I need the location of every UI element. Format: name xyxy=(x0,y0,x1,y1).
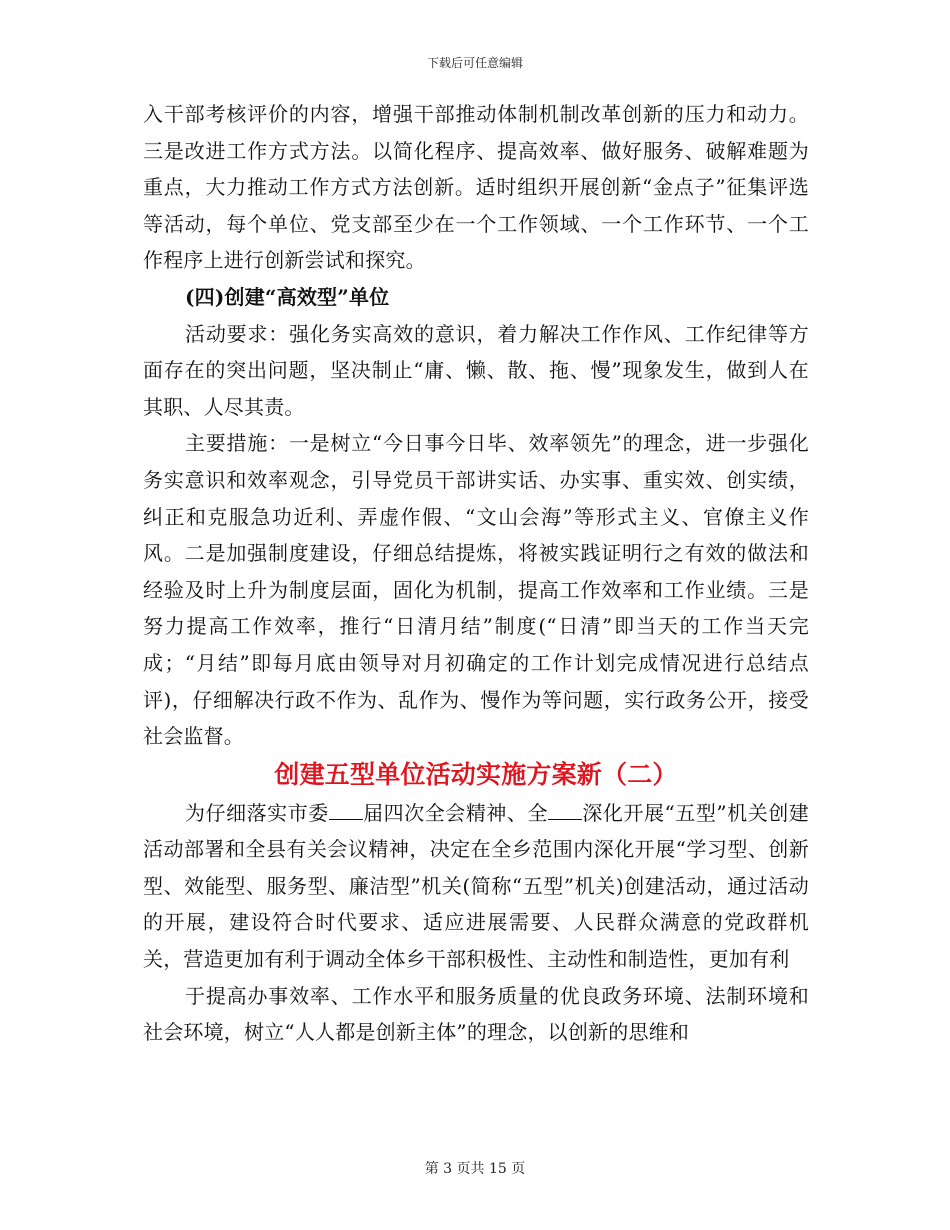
intro-text-a: 为仔细落实市委 xyxy=(185,800,329,825)
page-header-note: 下载后可任意编辑 xyxy=(426,56,523,70)
blank-line xyxy=(548,801,582,820)
intro-text-c: 深化开展“五型”机关创建活动部署和全县有关会议精神，决定在全乡范围内深化开展“学习型、创新型、效能型、服务型、廉洁型”机关(简称“五型”机关)创建活动，通过活动的开展，建设符合时代要求、适应进展需要、人民群众满意的党政群机关，营造更加有利于调动全体乡干部积极性、主动性和制造性，更加有利 xyxy=(143,800,809,972)
paragraph-continuation: 入干部考核评价的内容，增强干部推动体制机制改革创新的压力和动力。三是改进工作方式方法。以简化程序、提高效率、做好服务、破解难题为重点，大力推动工作方式方法创新。适时组织开展创新“金点子”征集评选等活动，每个单位、党支部至少在一个工作领域、一个工作环节、一个工作程序上进行创新尝试和探究。 xyxy=(143,102,809,273)
page-footer-number: 第 3 页共 15 页 xyxy=(424,1161,526,1177)
blank-line xyxy=(329,801,363,820)
paragraph-activity-requirements: 活动要求：强化务实高效的意识，着力解决工作作风、工作纪律等方面存在的突出问题，坚决制止“庸、懒、散、拖、慢”现象发生，做到人在其职、人尽其责。 xyxy=(143,321,809,419)
intro-text-b: 届四次全会精神、全 xyxy=(362,800,549,825)
paragraph-continued: 于提高办事效率、工作水平和服务质量的优良政务环境、法制环境和社会环境，树立“人人都是创新主体”的理念，以创新的思维和 xyxy=(143,983,809,1045)
paragraph-main-measures: 主要措施：一是树立“今日事今日毕、效率领先”的理念，进一步强化务实意识和效率观念，引导党员干部讲实话、办实事、重实效、创实绩，纠正和克服急功近利、弄虚作假、“文山会海”等形式主义、官僚主义作风。二是加强制度建设，仔细总结提炼，将被实践证明行之有效的做法和经验及时上升为制度层面，固化为机制，提高工作效率和工作业绩。三是努力提高工作效率，推行“日清月结”制度(“日清”即当天的工作当天完成；“月结”即每月底由领导对月初确定的工作计划完成情况进行总结点评)，仔细解决行政不作为、乱作为、慢作为等问题，实行政务公开，接受社会监督。 xyxy=(143,431,809,749)
paragraph-intro xyxy=(143,795,809,978)
section-heading-4: (四)创建“高效型”单位 xyxy=(185,284,390,309)
document-body xyxy=(143,96,809,1051)
document-title: 创建五型单位活动实施方案新（二） xyxy=(274,759,678,789)
